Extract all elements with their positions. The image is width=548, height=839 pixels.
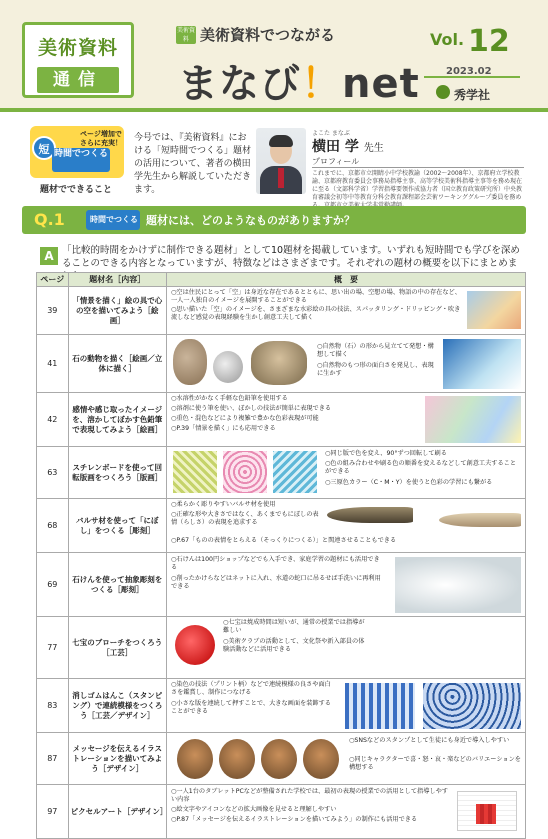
answer-text: 「比較的時間をかけずに制作できる題材」として10題材を掲載しています。いずれも短時間でも学びを深めることのできる内容となっていますが、特徴などはさまざまです。それぞれの題材の概要を以下にまとめま <box>62 245 520 269</box>
summary-note: ○小さな版を連続して押すことで、大きな画面を装飾することができる <box>171 700 331 716</box>
tanuki-character-image <box>261 739 297 779</box>
logo-mark: ！ <box>301 61 342 107</box>
row-summary <box>167 733 526 785</box>
row-summary <box>167 287 526 335</box>
tanuki-character-image <box>303 739 339 779</box>
row-summary <box>167 447 526 499</box>
table-row <box>37 287 526 335</box>
short-time-badge <box>24 126 128 196</box>
question-bar <box>22 206 526 234</box>
question-label: Q.1 <box>34 210 65 229</box>
summary-note: ○P.87「メッセージを伝えるイラストレーションを描いてみよう」の制作にも活用できる <box>171 816 418 823</box>
logo-subtitle: 美術資料でつながる <box>200 26 336 44</box>
summary-note: ○同じキャラクターで喜・怒・哀・楽などのバリエーションを構想する <box>349 756 521 772</box>
table-row <box>37 499 526 553</box>
table-row <box>37 335 526 393</box>
table-row <box>37 447 526 499</box>
sky-painting-image <box>467 291 521 329</box>
author-name-text: 横田 学 <box>312 139 359 155</box>
row-summary <box>167 553 526 617</box>
summary-note: ○自然物（石）の形から見立てて発想・構想して描く <box>317 343 434 359</box>
table-row <box>37 553 526 617</box>
apple-brooch-image <box>175 625 215 665</box>
row-title: ピクセルアート［デザイン］ <box>68 785 166 839</box>
table-row <box>37 617 526 679</box>
soap-sculpture-image <box>395 557 521 613</box>
profile-divider <box>312 167 524 168</box>
row-title: 七宝のブローチをつくろう［工芸］ <box>68 617 166 679</box>
table-row <box>37 393 526 447</box>
badge-top-text: ページ増加でさらに充実！ <box>80 130 122 147</box>
table-row <box>37 733 526 785</box>
row-summary <box>167 393 526 447</box>
badge-bottom-text: 題材でできること <box>39 185 112 195</box>
stone-animal-image <box>213 351 243 383</box>
header-page: ページ <box>37 273 69 287</box>
row-page: 77 <box>37 617 69 679</box>
row-title: 石けんを使って抽象彫刻をつくる［彫刻］ <box>68 553 166 617</box>
summary-note: ○思い描いた「空」のイメージを、さまざまな水彩絵の具の技法、スパッタリング・ドリッピング・吹き流しなど感覚の表現経験を生かし創意工夫して描く <box>171 306 461 322</box>
row-title: メッセージを伝えるイラストレーションを描いてみよう［デザイン］ <box>68 733 166 785</box>
row-title: 「情景を描く」絵の具で心の空を描いてみよう［絵画］ <box>68 287 166 335</box>
stamp-pattern-image <box>423 683 521 729</box>
summary-note: ○絵文字やアイコンなどの拡大画像を見せると理解しやすい <box>171 806 337 813</box>
row-page: 39 <box>37 287 69 335</box>
publisher-name: 秀学社 <box>454 88 491 102</box>
row-title: スチレンボードを使って回転版画をつくろう［版画］ <box>68 447 166 499</box>
row-title: 消しゴムはんこ（スタンピング）で連続模様をつくろう［工芸／デザイン］ <box>68 679 166 733</box>
works-table <box>36 272 526 839</box>
newsletter-title-line1: 美術資料 <box>37 37 118 59</box>
summary-note: ○削ったかけらなどはネットに入れ、水道の蛇口に吊るせば手洗いに再利用できる <box>171 575 381 591</box>
niboshi-sculpture-image <box>439 513 521 527</box>
table-header-row <box>37 273 526 287</box>
publisher-logo-icon <box>436 85 450 99</box>
owl-stone-image <box>173 339 207 385</box>
author-portrait <box>256 128 306 194</box>
manabi-net-logo <box>178 52 420 109</box>
newsletter-header <box>0 0 548 108</box>
row-summary <box>167 785 526 839</box>
niboshi-sculpture-image <box>327 507 413 523</box>
summary-note: ○三原色カラー（C・M・Y）を使うと色彩の学習にも繋がる <box>325 479 493 486</box>
header-name: 題材名［内容］ <box>68 273 166 287</box>
row-summary <box>167 335 526 393</box>
summary-note: ○溶剤に使う筆を使い、ぼかしの技法が簡単に表現できる <box>171 405 332 412</box>
summary-note: ○空は住民にとって「空」は身近な存在であるとともに、思い出の場、空想の場、物語の中の存在など、一人一人独自のイメージを展開することができる <box>171 289 461 305</box>
eraser-stamp-image <box>345 683 415 729</box>
question-text: 題材には、どのようなものがありますか？ <box>146 214 355 227</box>
summary-note: ○染色の技法（プリント柄）などで連続模様の良さや面白さを鑑賞し、制作につなげる <box>171 681 331 697</box>
row-page: 69 <box>37 553 69 617</box>
stone-painting-image <box>443 339 521 389</box>
newsletter-title-line2: 通信 <box>37 67 119 93</box>
summary-note: ○P.67「ものの表情をとらえる（そっくりにつくる）」と関連させることもできる <box>171 537 397 544</box>
bijutsu-shiryo-logo-icon: 美術資料 <box>176 27 195 43</box>
summary-note: ○SNSなどのスタンプとして生徒にも身近で導入しやすい <box>349 737 510 744</box>
header-divider <box>0 108 548 112</box>
issue-date: 2023.02 <box>446 66 492 77</box>
author-name-ruby: よこた まなぶ <box>312 130 350 137</box>
newsletter-title-box <box>22 22 134 98</box>
volume-number: 12 <box>468 24 510 59</box>
intro-text: 今号では、『美術資料』における「短時間でつくる」題材の活用について、著者の横田学先生から解説していただきます。 <box>134 133 252 195</box>
tanuki-character-image <box>219 739 255 779</box>
summary-note: ○同じ版で色を変え、90°ずつ回転して刷る <box>325 450 447 457</box>
row-title: バルサ材を使って「にぼし」をつくる［彫刻］ <box>68 499 166 553</box>
pixel-art-image <box>457 791 517 831</box>
header-summary: 概 要 <box>167 273 526 287</box>
summary-note: ○美術クラブの活動として、文化祭や新入部員の体験活動などに活用できる <box>223 638 365 654</box>
row-page: 83 <box>37 679 69 733</box>
colored-pencil-image <box>425 396 521 443</box>
rotation-print-image <box>173 451 217 493</box>
table-row <box>37 785 526 839</box>
author-honorific: 先生 <box>363 143 384 154</box>
profile-label: プロフィール <box>312 157 360 166</box>
rotation-print-image <box>223 451 267 493</box>
summary-note: ○石けんは100円ショップなどでも入手でき、家庭学習の題材にも活用できる <box>171 556 380 572</box>
summary-note: ○柔らかく彫りやすいバルサ材を使用 <box>171 501 276 508</box>
clock-icon: 短 <box>32 136 56 160</box>
logo-main: まなび <box>178 61 301 107</box>
row-page: 41 <box>37 335 69 393</box>
short-time-icon: 時間でつくる <box>86 210 140 230</box>
summary-note: ○色の組み合わせや刷る色の順番を変えるなどして創意工夫することができる <box>325 460 517 476</box>
table-row <box>37 679 526 733</box>
row-page: 68 <box>37 499 69 553</box>
tanuki-character-image <box>177 739 213 779</box>
author-name <box>312 136 384 156</box>
profile-text: これまでに、京都市立開睛小中学校教諭（2002～2008年）、京都府立学校教諭、京都府教育委員会事務局指導主事、高等学校美術科指導主事等を務め現在に至る（文部科学省）学習指導要領作成協力者（国立教育政策研究所）中央教育審議会初等中等教育分科会教育課程部会芸術ワーキンググループ委員を務め <box>312 170 523 201</box>
badge-main-text: 時間でつくる <box>52 148 110 172</box>
rotation-print-image <box>273 451 317 493</box>
row-summary <box>167 679 526 733</box>
answer-label: A <box>40 247 58 265</box>
row-page: 63 <box>37 447 69 499</box>
row-page: 97 <box>37 785 69 839</box>
summary-note: ○正確な形や大きさではなく、あくまでもにぼしの表情（らしさ）の表現を追求する <box>171 511 319 527</box>
stone-bird-image <box>251 341 307 385</box>
summary-note: ○自然物のもつ形の面白さを発見し、表現に生かす <box>317 362 434 378</box>
row-summary <box>167 617 526 679</box>
summary-note: ○重色・混色などにより複雑で豊かな色彩表現が可能 <box>171 415 319 422</box>
row-page: 87 <box>37 733 69 785</box>
row-title: 石の動物を描く［絵画／立体に描く］ <box>68 335 166 393</box>
volume-label: Vol. <box>430 30 465 49</box>
logo-suffix: net <box>342 61 420 107</box>
row-title: 感情や感じ取ったイメージを、溶かしてぼかす色鉛筆で表現してみよう［絵画］ <box>68 393 166 447</box>
summary-note: ○水溶性がかなく手軽な色鉛筆を使用する <box>171 395 288 402</box>
row-page: 42 <box>37 393 69 447</box>
summary-note: ○七宝は焼成時間は短いが、通常の授業では指導が難しい <box>223 619 365 635</box>
summary-note: ○一人1台のタブレットPCなどが整備された学校では、最初の表現の授業での活用として指導しやすい内容 <box>171 788 448 804</box>
row-summary <box>167 499 526 553</box>
summary-note: ○P.39「情景を描く」にも応用できる <box>171 425 276 432</box>
